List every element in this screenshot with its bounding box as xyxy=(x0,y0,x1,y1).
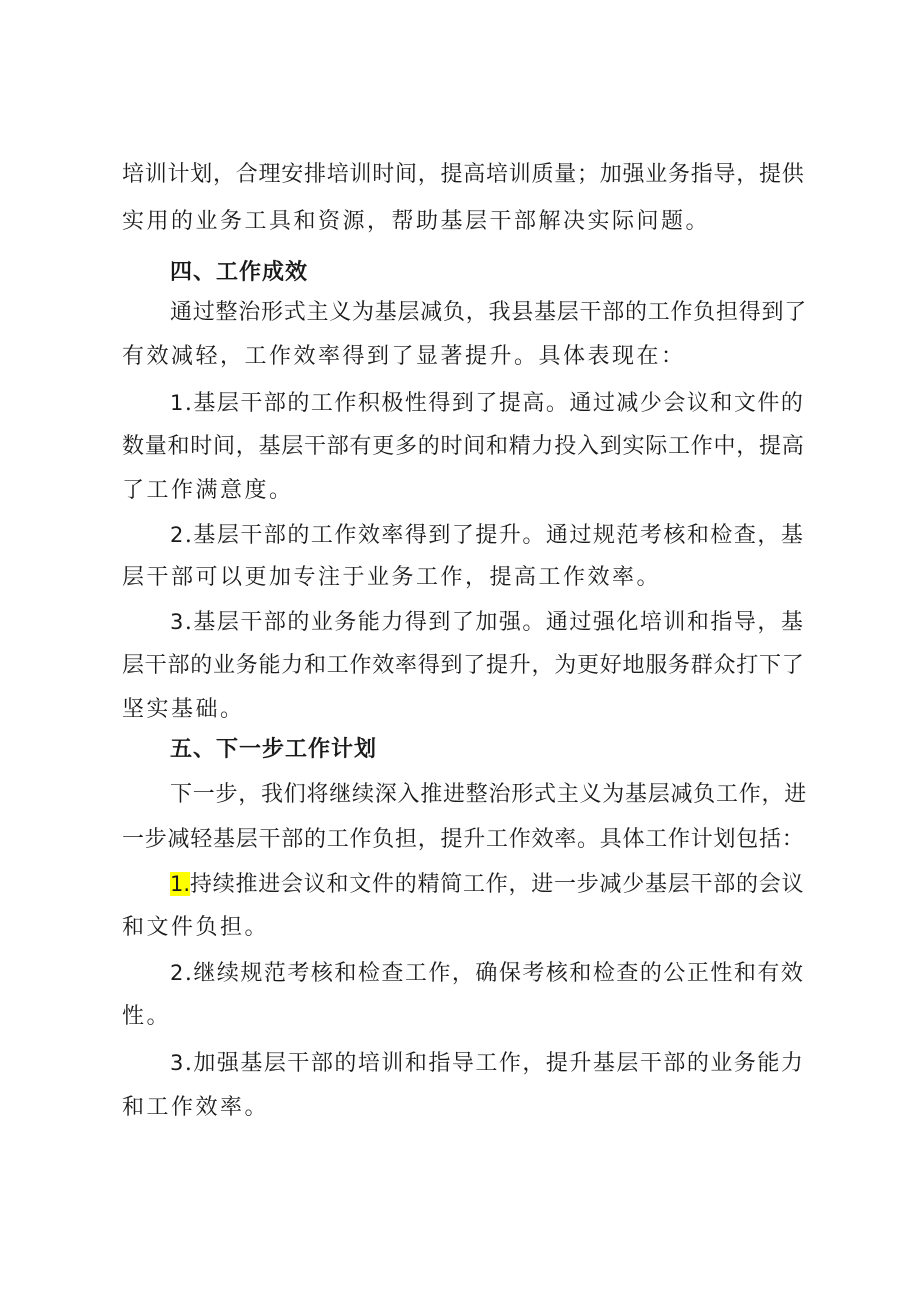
body-text-line: 层干部的业务能力和工作效率得到了提升，为更好地服务群众打下了 xyxy=(122,653,805,678)
body-text-line: 层干部可以更加专注于业务工作，提高工作效率。 xyxy=(122,565,662,590)
list-text: .继续规范考核和检查工作，确保考核和检查的公正性和有效 xyxy=(184,961,805,986)
list-number: 2 xyxy=(170,961,185,985)
list-item-line xyxy=(170,869,804,899)
list-text: 持续推进会议和文件的精简工作，进一步减少基层干部的会议 xyxy=(190,872,805,897)
body-text-line: 培训计划，合理安排培训时间，提高培训质量；加强业务指导，提供 xyxy=(122,162,805,187)
list-text: .基层干部的工作积极性得到了提高。通过减少会议和文件的 xyxy=(184,391,805,416)
list-item-line xyxy=(170,607,804,637)
body-text-line: 实用的业务工具和资源，帮助基层干部解决实际问题。 xyxy=(122,209,711,234)
body-text-line: 性。 xyxy=(122,1004,172,1029)
list-item-line xyxy=(170,1048,804,1078)
list-item-line xyxy=(170,388,804,418)
highlighted-list-number: 1. xyxy=(170,872,191,896)
list-number: 1 xyxy=(170,391,185,415)
body-text-line: 下一步，我们将继续深入推进整治形式主义为基层减负工作，进 xyxy=(170,782,808,807)
list-item-line xyxy=(170,958,804,988)
body-text-line: 一步减轻基层干部的工作负担，提升工作效率。具体工作计划包括： xyxy=(122,827,805,852)
list-number: 2 xyxy=(170,523,185,547)
list-text: .基层干部的业务能力得到了加强。通过强化培训和指导，基 xyxy=(184,610,805,635)
body-text-line: 有效减轻，工作效率得到了显著提升。具体表现在： xyxy=(122,344,686,369)
body-text-line: 通过整治形式主义为基层减负，我县基层干部的工作负担得到了 xyxy=(170,300,808,325)
section-heading: 五、下一步工作计划 xyxy=(170,737,378,762)
list-text: .基层干部的工作效率得到了提升。通过规范考核和检查，基 xyxy=(184,523,805,548)
list-number: 3 xyxy=(170,610,185,634)
section-heading: 四、工作成效 xyxy=(170,260,309,285)
list-text: .加强基层干部的培训和指导工作，提升基层干部的业务能力 xyxy=(184,1051,805,1076)
body-text-line: 数量和时间，基层干部有更多的时间和精力投入到实际工作中，提高 xyxy=(122,434,805,459)
body-text-line: 和文件负担。 xyxy=(122,915,270,940)
list-number: 3 xyxy=(170,1051,185,1075)
body-text-line: 坚实基础。 xyxy=(122,697,245,722)
list-item-line xyxy=(170,520,804,550)
body-text-line: 和工作效率。 xyxy=(122,1095,270,1120)
body-text-line: 了工作满意度。 xyxy=(122,478,294,503)
